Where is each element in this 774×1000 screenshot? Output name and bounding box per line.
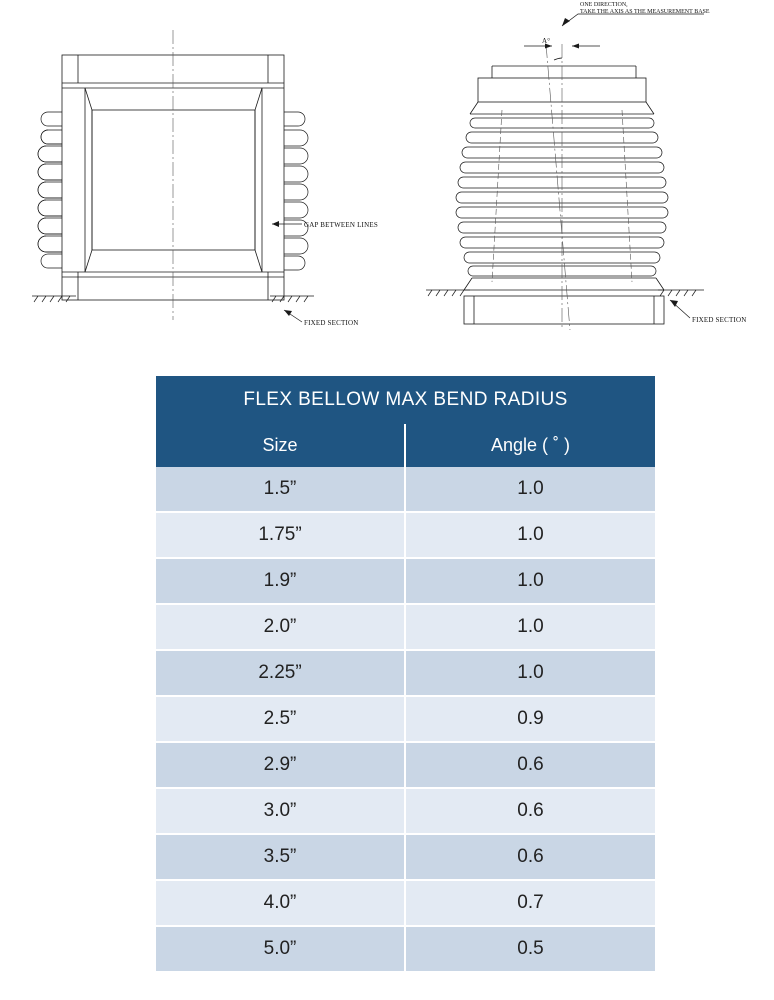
annotation-fixed-section-right: FIXED SECTION [692, 316, 747, 324]
table-row [156, 512, 655, 558]
table-row [156, 926, 655, 972]
cell-angle: 0.5 [405, 926, 655, 972]
cell-angle: 0.9 [405, 696, 655, 742]
annotation-angle-symbol: A° [542, 37, 551, 45]
cell-size: 2.9” [156, 742, 405, 788]
annotation-gap-between-lines: GAP BETWEEN LINES [304, 221, 378, 229]
table-row [156, 650, 655, 696]
annotation-one-direction-line2: TAKE THE AXIS AS THE MEASUREMENT BASE [580, 9, 710, 15]
cell-angle: 1.0 [405, 604, 655, 650]
cell-size: 3.5” [156, 834, 405, 880]
column-header-angle: Angle ( ˚ ) [405, 424, 655, 467]
cell-size: 3.0” [156, 788, 405, 834]
table-row [156, 834, 655, 880]
table-row [156, 880, 655, 926]
table-row [156, 742, 655, 788]
annotation-one-direction-line1: ONE DIRECTION, [580, 2, 628, 8]
cell-angle: 0.6 [405, 834, 655, 880]
annotation-fixed-section-left: FIXED SECTION [304, 319, 359, 327]
flex-bellow-max-bend-radius-table [156, 376, 655, 973]
cell-angle: 1.0 [405, 467, 655, 512]
cell-size: 4.0” [156, 880, 405, 926]
table-row [156, 558, 655, 604]
cell-angle: 0.6 [405, 788, 655, 834]
cell-angle: 1.0 [405, 512, 655, 558]
cell-size: 2.25” [156, 650, 405, 696]
table-row [156, 696, 655, 742]
table-row [156, 604, 655, 650]
cell-angle: 1.0 [405, 558, 655, 604]
table-title: FLEX BELLOW MAX BEND RADIUS [156, 376, 655, 424]
table-row [156, 788, 655, 834]
cell-angle: 1.0 [405, 650, 655, 696]
column-header-size: Size [156, 424, 405, 467]
cell-size: 1.75” [156, 512, 405, 558]
bellow-straight-section-drawing [0, 0, 400, 370]
table-row [156, 467, 655, 512]
cell-size: 1.9” [156, 558, 405, 604]
cell-size: 5.0” [156, 926, 405, 972]
cell-size: 2.5” [156, 696, 405, 742]
cell-size: 2.0” [156, 604, 405, 650]
spec-table-container [156, 376, 655, 973]
table-header-row [156, 424, 655, 467]
cell-size: 1.5” [156, 467, 405, 512]
cell-angle: 0.7 [405, 880, 655, 926]
bellow-bent-angle-drawing [374, 0, 774, 370]
cell-angle: 0.6 [405, 742, 655, 788]
technical-drawings-area [0, 0, 774, 370]
